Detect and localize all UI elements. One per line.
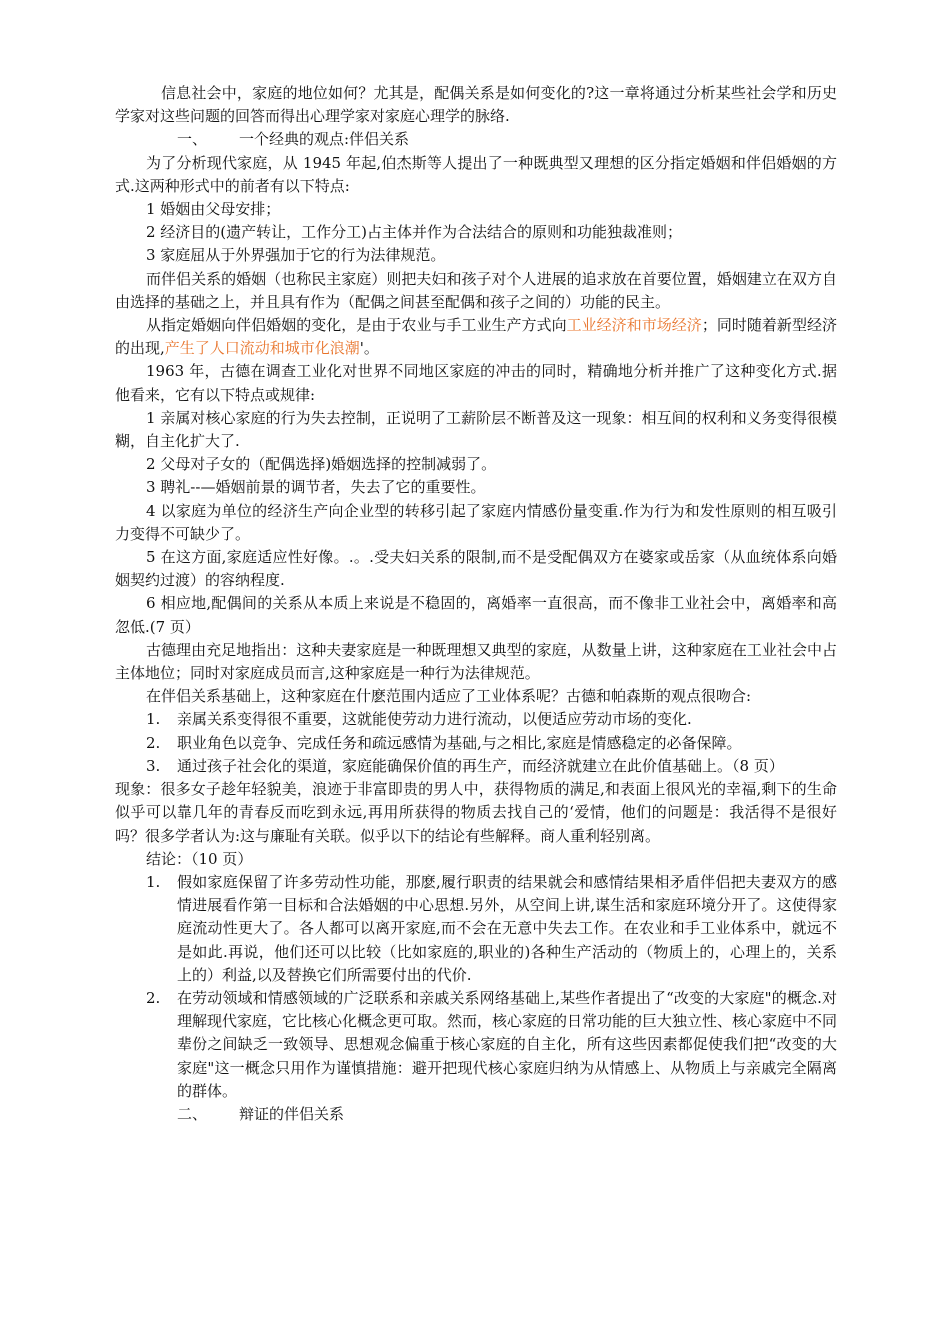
feature-2: 2 经济目的(遗产转让，工作分工)占主体并作为合法结合的原则和功能独裁准则； xyxy=(146,223,683,242)
paragraph-3-text-c: '。 xyxy=(359,339,379,358)
rule-5: 5 在这方面,家庭适应性好像。.。.受夫妇关系的限制,而不是受配偶双方在婆家或岳家（从血统体系向婚姻契约过渡）的容纳程度. xyxy=(115,548,837,590)
list-text: 假如家庭保留了许多劳动性功能，那麽,履行职责的结果就会和感情结果相矛盾伴侣把夫妻双方的感情进展看作第一目标和合法婚姻的中心思想.另外，从空间上讲,谋生活和家庭环境分开了。这使得家庭流动性更大了。各人都可以离开家庭,而不会在无意中失去工作。在农业和手工业体系中，就远不是如此.再说，他们还可以比较（比如家庭的,职业的)各种生产活动的（物质上的，心理上的，关系上的）利益,以及替换它们所需要付出的代价. xyxy=(177,872,837,984)
list-text: 亲属关系变得很不重要，这就能使劳动力进行流动，以便适应劳动市场的变化. xyxy=(177,710,692,729)
paragraph-4: 1963 年，古德在调查工业化对世界不同地区家庭的冲击的同时，精确地分析并推广了这种变化方式.据他看来，它有以下特点或规律: xyxy=(115,362,837,404)
list-number: 2. xyxy=(146,733,161,752)
list-number: 3. xyxy=(146,756,161,775)
list-item xyxy=(115,732,837,755)
rule-3: 3 聘礼--—婚姻前景的调节者，失去了它的重要性。 xyxy=(146,478,486,497)
paragraph-3-text-a: 从指定婚姻向伴侣婚姻的变化，是由于农业与手工业生产方式向 xyxy=(146,316,567,335)
list-item xyxy=(115,871,837,987)
rule-6: 6 相应地,配偶间的关系从本质上来说是不稳固的，离婚率一直很高，而不像非工业社会中，离婚率和高忽低.(7 页） xyxy=(115,594,837,636)
paragraph-5: 古德理由充足地指出：这种夫妻家庭是一种既理想又典型的家庭，从数量上讲，这种家庭在工业社会中占主体地位；同时对家庭成员而言,这种家庭是一种行为法律规范。 xyxy=(115,640,837,683)
highlight-industrial-economy: 工业经济和市场经济 xyxy=(566,316,702,335)
document-body xyxy=(115,82,837,1126)
list-item xyxy=(115,708,837,731)
paragraph-3 xyxy=(115,314,837,360)
rule-1: 1 亲属对核心家庭的行为失去控制，正说明了工薪阶层不断普及这一现象：相互间的权利和义务变得很模糊，自主化扩大了. xyxy=(115,408,837,451)
section-1-title: 一个经典的观点:伴侣关系 xyxy=(239,130,410,149)
section-1-number: 一、 xyxy=(177,130,208,149)
feature-3: 3 家庭屈从于外界强加于它的行为法律规范。 xyxy=(146,246,446,265)
conclusion-heading: 结论：（10 页） xyxy=(146,849,253,868)
highlight-urbanization: 产生了人口流动和城市化浪潮 xyxy=(164,339,360,358)
paragraph-6: 在伴侣关系基础上，这种家庭在什麽范围内适应了工业体系呢？古德和帕森斯的观点很吻合: xyxy=(146,687,752,706)
paragraph-3-text-b: ；同时随着新型经济的出现, xyxy=(115,316,837,358)
phenomenon-paragraph: 现象：很多女子趁年轻貌美，浪迹于非富即贵的男人中，获得物质的满足,和表面上很风光的幸福,剩下的生命似乎可以靠几年的青春反而吃到永远,再用所获得的物质去找自己的‘爱情，他们的问题是：我活得不是很好吗？很多学者认为:这与廉耻有关联。似乎以下的结论有些解释。商人重利轻别离。 xyxy=(115,780,837,845)
section-1-heading xyxy=(115,128,837,151)
list-number: 1. xyxy=(146,872,161,891)
intro-paragraph: 信息社会中，家庭的地位如何？尤其是，配偶关系是如何变化的?这一章将通过分析某些社会学和历史学家对这些问题的回答而得出心理学家对家庭心理学的脉络. xyxy=(115,84,837,126)
list-item xyxy=(115,755,837,778)
list-item xyxy=(115,987,837,1103)
list-text: 通过孩子社会化的渠道，家庭能确保价值的再生产，而经济就建立在此价值基础上。（8 页） xyxy=(177,756,784,775)
feature-1: 1 婚姻由父母安排； xyxy=(146,200,281,219)
rule-2: 2 父母对子女的（配偶选择)婚姻选择的控制减弱了。 xyxy=(146,455,497,474)
section-2-title: 辩证的伴侣关系 xyxy=(239,1104,345,1123)
list-number: 1. xyxy=(146,710,161,729)
section-2-number: 二、 xyxy=(177,1104,208,1123)
list-text: 职业角色以竞争、完成任务和疏远感情为基础,与之相比,家庭是情感稳定的必备保障。 xyxy=(177,733,742,752)
paragraph-1: 为了分析现代家庭，从 1945 年起,伯杰斯等人提出了一种既典型又理想的区分指定婚姻和伴侣婚姻的方式.这两种形式中的前者有以下特点: xyxy=(115,153,837,195)
list-number: 2. xyxy=(146,988,161,1007)
list-text: 在劳动领域和情感领域的广泛联系和亲戚关系网络基础上,某些作者提出了“改变的大家庭"的概念.对理解现代家庭，它比核心化概念更可取。然而，核心家庭的日常功能的巨大独立性、核心家庭中不同辈份之间缺乏一致领导、思想观念偏重于核心家庭的自主化，所有这些因素都促使我们把“改变的大家庭"这一概念只用作为谨慎措施：避开把现代核心家庭归纳为从情感上、从物质上与亲戚完全隔离的群体。 xyxy=(177,988,838,1100)
rule-4: 4 以家庭为单位的经济生产向企业型的转移引起了家庭内情感份量变重.作为行为和发性原则的相互吸引力变得不可缺少了。 xyxy=(115,501,837,543)
paragraph-2: 而伴侣关系的婚姻（也称民主家庭）则把夫妇和孩子对个人进展的追求放在首要位置，婚姻建立在双方自由选择的基础之上，并且具有作为（配偶之间甚至配偶和孩子之间的）功能的民主。 xyxy=(115,269,837,311)
section-2-heading xyxy=(115,1103,837,1126)
